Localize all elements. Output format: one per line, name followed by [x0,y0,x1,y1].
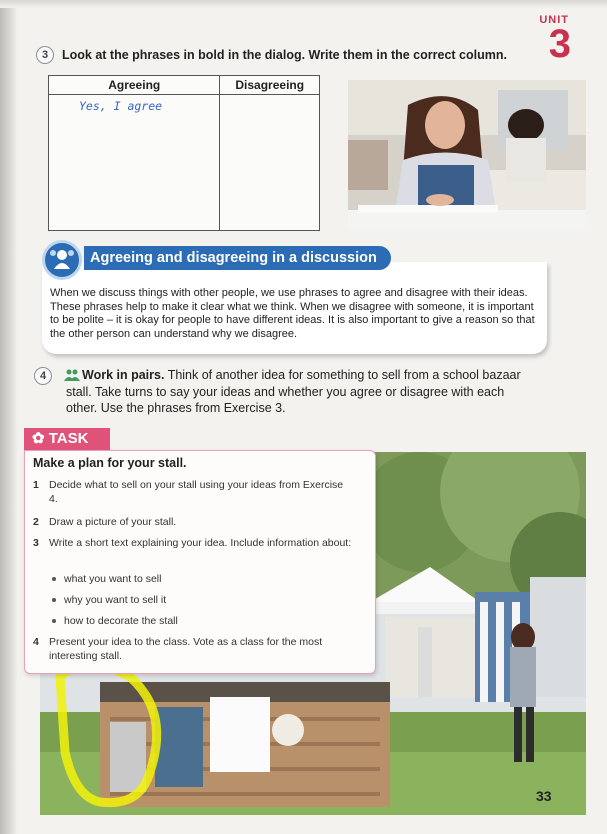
task-title: Make a plan for your stall. [33,456,187,470]
gear-icon: ✿ [32,430,45,447]
page-top-shadow [0,0,607,8]
task-step-number: 2 [33,516,39,528]
column-header-agreeing: Agreeing [49,76,220,95]
task-step-text: Write a short text explaining your idea. Include information about: [49,537,352,549]
agreeing-column-cell[interactable] [49,95,220,231]
disagreeing-column-cell[interactable] [220,95,320,231]
exercise-4-bold-text: Work in pairs. [82,368,165,382]
info-title: Agreeing and disagreeing in a discussion [84,246,391,270]
task-step-text: Draw a picture of your stall. [49,516,177,528]
unit-number: 3 [548,22,571,66]
task-tab [24,428,110,450]
task-step-2 [33,515,353,529]
task-bullet-text: how to decorate the stall [64,615,178,627]
exercise-3-instruction: Look at the phrases in bold in the dialog. Write them in the correct column. [62,48,507,62]
task-bullet [52,615,178,627]
task-bullet-text: why you want to sell it [64,594,167,606]
info-text: When we discuss things with other people, we use phrases to agree and disagree with their ideas. These phrases help to make it clear what we think. When we disagree with someone, it is important to be polite – it is okay for people to have different ideas. It is also important to give a reason so that the other person can understand why we disagree. [50,287,535,340]
task-step-text: Decide what to sell on your stall using your ideas from Exercise 4. [49,479,344,505]
task-bullet [52,594,166,606]
task-step-1 [33,478,353,506]
exercise-3-number: 3 [36,46,54,64]
task-step-number: 4 [33,636,39,648]
exercise-4-instruction [66,367,536,417]
students-photo [348,80,586,230]
task-step-text: Present your idea to the class. Vote as a class for the most interesting stall. [49,636,323,662]
pair-work-icon [64,369,80,381]
people-discussion-icon [42,240,82,280]
handwritten-answer: Yes, I agree [79,99,163,113]
page-gutter-shadow [0,0,18,834]
exercise-4-text: Think of another idea for something to sell from a school bazaar stall. Take turns to say your ideas and whether you agree or disagree with each other. Use the phrases from Exercise 3. [66,368,521,415]
unit-label: UNIT [539,14,569,26]
task-step-3 [33,536,353,550]
page-number: 33 [536,788,552,804]
task-step-4 [33,635,353,663]
task-bullet-text: what you want to sell [64,573,162,585]
task-label: TASK [48,430,89,447]
agree-disagree-table [48,75,320,231]
task-bullet [52,573,161,585]
task-step-number: 3 [33,537,39,549]
exercise-4-number: 4 [34,367,52,385]
column-header-disagreeing: Disagreeing [220,76,320,95]
task-step-number: 1 [33,479,39,491]
